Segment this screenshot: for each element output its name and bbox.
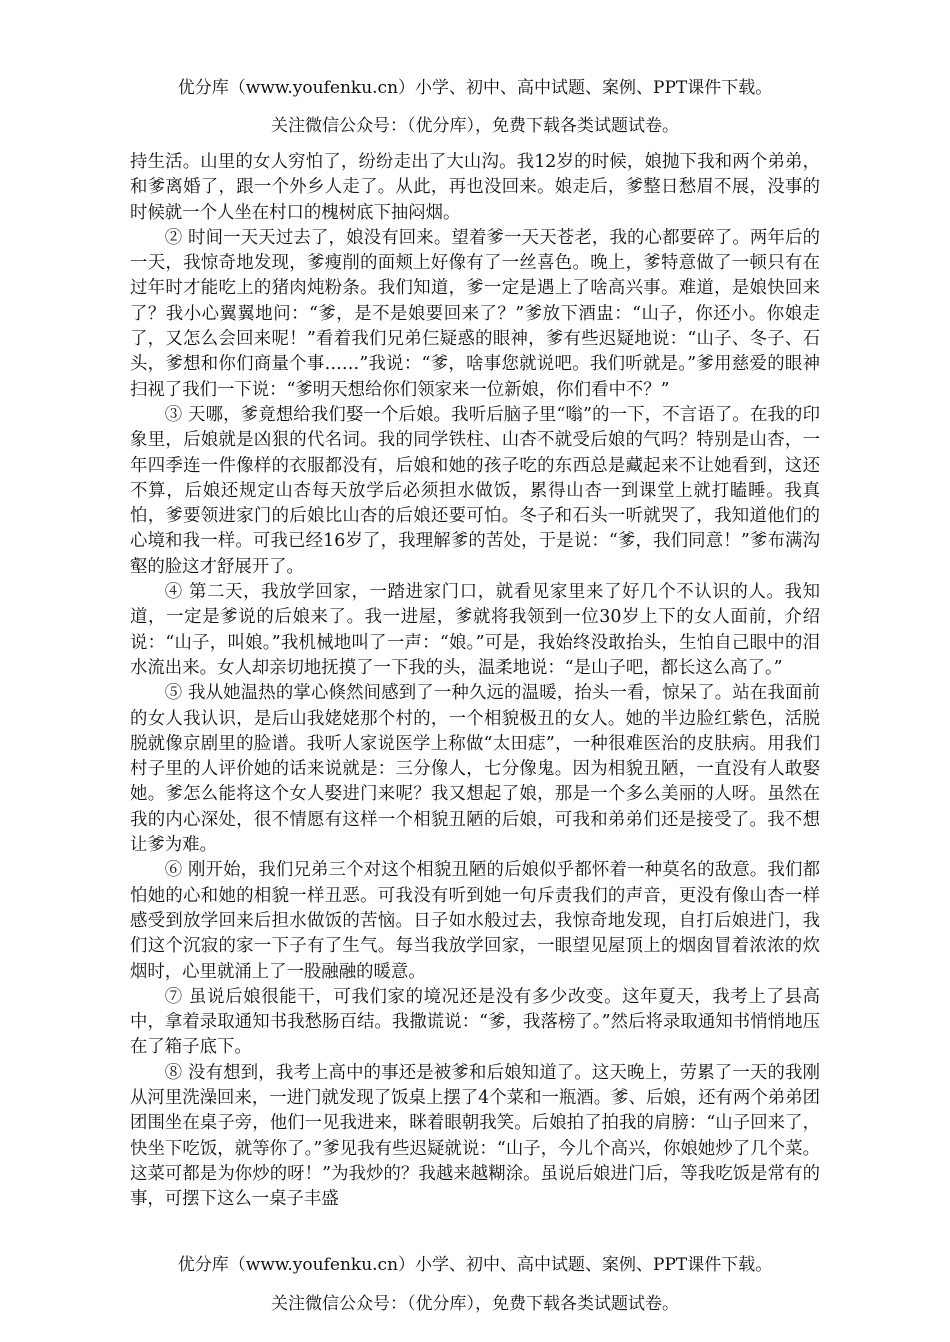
article-paragraph-6: ⑥ 刚开始，我们兄弟三个对这个相貌丑陋的后娘似乎都怀着一种莫名的敌意。我们都怕她的心和她的相貌一样丑恶。可我没有听到她一句斥责我们的声音，更没有像山杏一样感受到放学回来后担水做饭的苦恼。日子如水般过去，我惊奇地发现，自打后娘进门，我们这个沉寂的家一下子有了生气。每当我放学回家，一眼望见屋顶上的烟囱冒着浓浓的炊烟时，心里就涌上了一股融融的暖意。: [130, 860, 820, 982]
article-paragraph-2: ② 时间一天天过去了，娘没有回来。望着爹一天天苍老，我的心都要碎了。两年后的一天，我惊奇地发现，爹瘦削的面颊上好像有了一丝喜色。晚上，爹特意做了一顿只有在过年时才能吃上的猪肉炖粉条。我们知道，爹一定是遇上了啥高兴事。难道，是娘快回来了？我小心翼翼地问：“爹，是不是娘要回来了？”爹放下酒盅：“山子，你还小。你娘走了，又怎么会回来呢！”看着我们兄弟仨疑惑的眼神，爹有些迟疑地说：“山子、冬子、石头，爹想和你们商量个事……”我说：“爹，啥事您就说吧。我们听就是。”爹用慈爱的眼神扫视了我们一下说：“爹明天想给你们领家来一位新娘，你们看中不？”: [130, 227, 820, 400]
article-paragraph-4: ④ 第二天，我放学回家，一踏进家门口，就看见家里来了好几个不认识的人。我知道，一定是爹说的后娘来了。我一进屋，爹就将我领到一位30岁上下的女人面前，介绍说：“山子，叫娘。”我机械地叫了一声：“娘。”可是，我始终没敢抬头，生怕自己眼中的泪水流出来。女人却亲切地抚摸了一下我的头，温柔地说：“是山子吧，都长这么高了。”: [130, 582, 820, 678]
article-paragraph-8: ⑧ 没有想到，我考上高中的事还是被爹和后娘知道了。这天晚上，劳累了一天的我刚从河里洗澡回来，一进门就发现了饭桌上摆了4个菜和一瓶酒。爹、后娘，还有两个弟弟团团围坐在桌子旁，他们一见我进来，眯着眼朝我笑。后娘拍了拍我的肩膀：“山子回来了，快坐下吃饭，就等你了。”爹见我有些迟疑就说：“山子，今儿个高兴，你娘她炒了几个菜。这菜可都是为你炒的呀！”为我炒的？我越来越糊涂。虽说后娘进门后，等我吃饭是常有的事，可摆下这么一桌子丰盛: [130, 1062, 820, 1210]
article-paragraph-5: ⑤ 我从她温热的掌心倏然间感到了一种久远的温暖，抬头一看，惊呆了。站在我面前的女人我认识，是后山我姥姥那个村的，一个相貌极丑的女人。她的半边脸红紫色，活脱脱就像京剧里的脸谱。我听人家说医学上称做“太田痣”，一种很难医治的皮肤病。用我们村子里的人评价她的话来说就是：三分像人，七分像鬼。因为相貌丑陋，一直没有人敢娶她。爹怎么能将这个女人娶进门来呢？我又想起了娘，那是一个多么美丽的人呀。虽然在我的内心深处，很不情愿有这样一个相貌丑陋的后娘，可我和弟弟们还是接受了。我不想让爹为难。: [130, 683, 820, 856]
article-body: [130, 150, 820, 1212]
footer-promo-line: 优分库（www.youfenku.cn）小学、初中、高中试题、案例、PPT课件下载。: [177, 1255, 773, 1275]
header-wechat-line: 关注微信公众号：（优分库），免费下载各类试题试卷。: [271, 116, 679, 136]
header-promo-line: 优分库（www.youfenku.cn）小学、初中、高中试题、案例、PPT课件下载。: [177, 78, 773, 98]
footer-wechat-line: 关注微信公众号：（优分库），免费下载各类试题试卷。: [271, 1294, 679, 1314]
article-paragraph-continued: 持生活。山里的女人穷怕了，纷纷走出了大山沟。我12岁的时候，娘抛下我和两个弟弟，和爹离婚了，跟一个外乡人走了。从此，再也没回来。娘走后，爹整日愁眉不展，没事的时候就一个人坐在村口的槐树底下抽闷烟。: [130, 152, 820, 223]
article-paragraph-3: ③ 天哪，爹竟想给我们娶一个后娘。我听后脑子里“嗡”的一下，不言语了。在我的印象里，后娘就是凶狠的代名词。我的同学铁柱、山杏不就受后娘的气吗？特别是山杏，一年四季连一件像样的衣服都没有，后娘和她的孩子吃的东西总是藏起来不让她看到，这还不算，后娘还规定山杏每天放学后必须担水做饭，累得山杏一到课堂上就打瞌睡。我真怕，爹要领进家门的后娘比山杏的后娘还要可怕。冬子和石头一听就哭了，我知道他们的心境和我一样。可我已经16岁了，我理解爹的苦处，于是说：“爹，我们同意！”爹布满沟壑的脸这才舒展开了。: [130, 404, 820, 577]
article-paragraph-7: ⑦ 虽说后娘很能干，可我们家的境况还是没有多少改变。这年夏天，我考上了县高中，拿着录取通知书我愁肠百结。我撒谎说：“爹，我落榜了。”然后将录取通知书悄悄地压在了箱子底下。: [130, 986, 820, 1058]
